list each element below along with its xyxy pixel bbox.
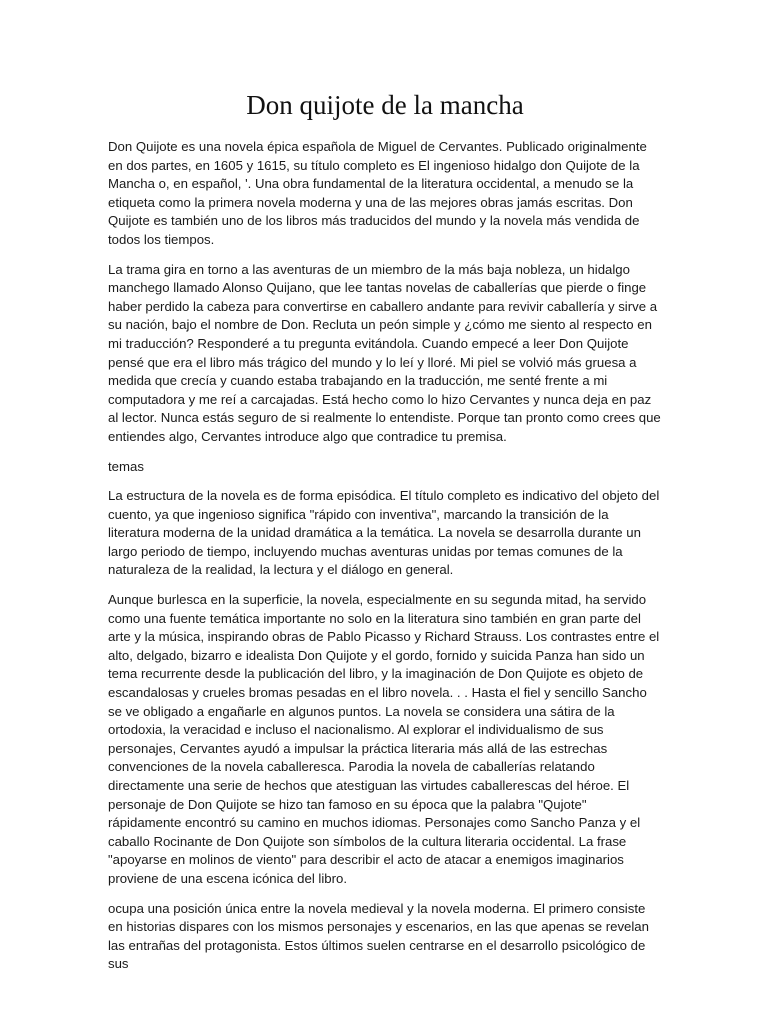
paragraph-plot: La trama gira en torno a las aventuras de un miembro de la más baja nobleza, un hidalgo manchego llamado Alonso Quijano, que lee tantas novelas de caballerías que pierde o finge haber perdido la cabeza para convertirse en caballero andante para revivir caballería y sirve a su nación, bajo el nombre de Don. Recluta un peón simple y ¿cómo me siento al respecto en mi traducción? Responderé a tu pregunta evitándola. Cuando empecé a leer Don Quijote pensé que era el libro más trágico del mundo y lo leí y lloré. Mi piel se volvió más gruesa a medida que crecía y cuando estaba trabajando en la traducción, me senté frente a mi computadora y me reí a carcajadas. Está hecho como lo hizo Cervantes y nunca deja en paz al lector. Nunca estás seguro de si realmente lo entendiste. Porque tan pronto como crees que entiendes algo, Cervantes introduce algo que contradice tu premisa. [108, 261, 661, 444]
paragraph-burlesque: Aunque burlesca en la superficie, la novela, especialmente en su segunda mitad, ha servido como una fuente temática importante no solo en la literatura sino también en gran parte del arte y la música, inspirando obras de Pablo Picasso y Richard Strauss. Los contrastes entre el alto, delgado, bizarro e idealista Don Quijote y el gordo, fornido y suicida Panza han sido un tema recurrente desde la publicación del libro, y la imaginación de Don Quijote es objeto de escandalosas y crueles bromas pesadas en el libro novela. . . Hasta el fiel y sencillo Sancho se ve obligado a engañarle en algunos puntos. La novela se considera una sátira de la ortodoxia, la veracidad e incluso el nacionalismo. Al explorar el individualismo de sus personajes, Cervantes ayudó a impulsar la práctica literaria más allá de las estrechas convenciones de la novela caballeresca. Parodia la novela de caballerías relatando directamente una serie de hechos que atestiguan las virtudes caballerescas del héroe. El personaje de Don Quijote se hizo tan famoso en su época que la palabra "Qujote" rápidamente encontró su camino en muchos idiomas. Personajes como Sancho Panza y el caballo Rocinante de Don Quijote son símbolos de la cultura literaria occidental. La frase "apoyarse en molinos de viento" para describir el acto de atacar a enemigos imaginarios proviene de una escena icónica del libro. [108, 592, 660, 886]
section-heading-temas: temas [108, 458, 144, 474]
paragraph-intro: Don Quijote es una novela épica española de Miguel de Cervantes. Publicado originalmente en dos partes, en 1605 y 1615, su título completo es El ingenioso hidalgo don Quijote de la Mancha o, en español, '. Una obra fundamental de la literatura occidental, a menudo se la etiqueta como la primera novela moderna y una de las mejores obras jamás escritas. Don Quijote es también uno de los libros más traducidos del mundo y la novela más vendida de todos los tiempos. [108, 139, 647, 247]
page-title: Don quijote de la mancha [246, 90, 524, 120]
paragraph-position: ocupa una posición única entre la novela medieval y la novela moderna. El primero consiste en historias dispares con los mismos personajes y escenarios, en las que apenas se revelan las entrañas del protagonista. Estos últimos suelen centrarse en el desarrollo psicológico de sus [108, 900, 649, 972]
paragraph-structure: La estructura de la novela es de forma episódica. El título completo es indicativo del objeto del cuento, ya que ingenioso significa "rápido con inventiva", marcando la transición de la literatura moderna de la unidad dramática a la temática. La novela se desarrolla durante un largo periodo de tiempo, incluyendo muchas aventuras unidas por temas comunes de la naturaleza de la realidad, la lectura y el diálogo en general. [108, 488, 660, 578]
